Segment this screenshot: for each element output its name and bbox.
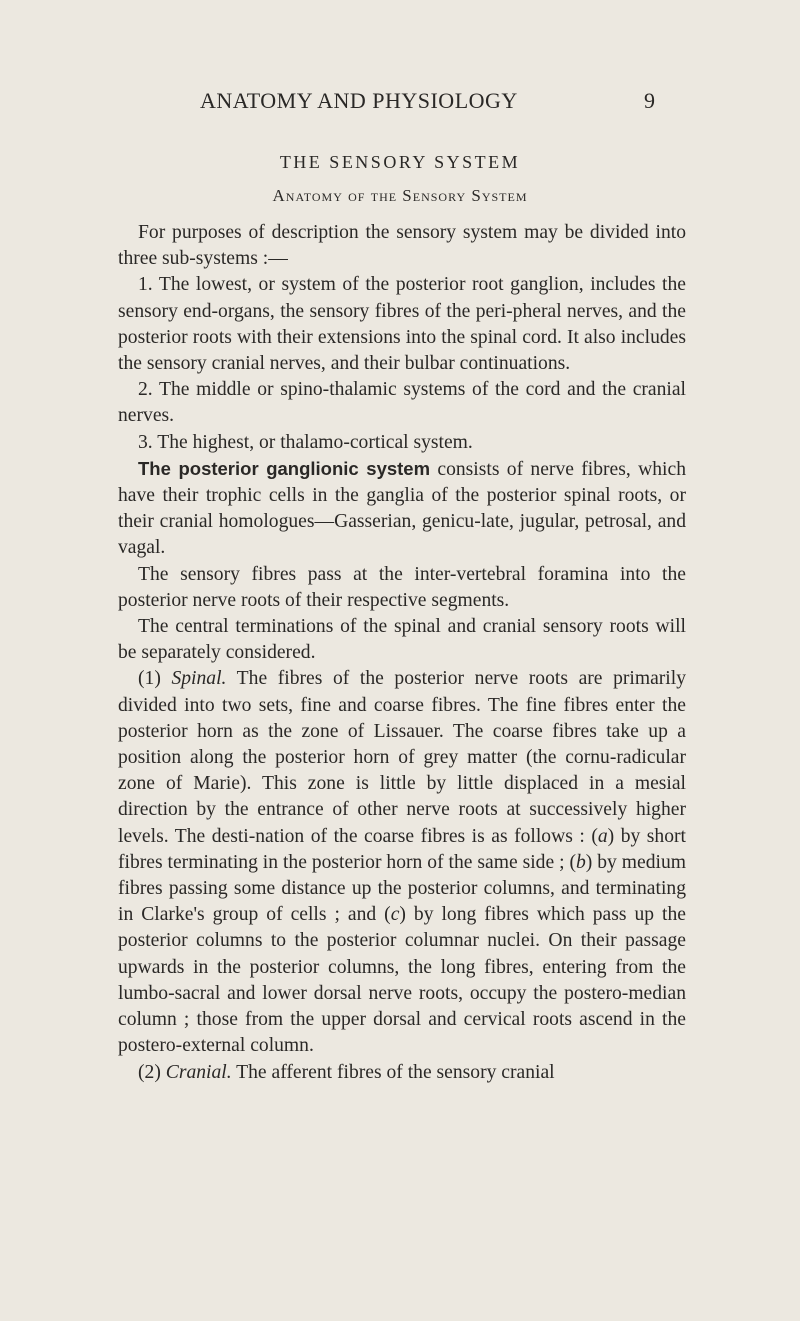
ganglionic-system-term: The posterior ganglionic system — [138, 457, 431, 479]
spinal-text-d: ) by long fibres which pass up the posterior columns to the posterior columnar nuclei. On their passage upwards in the posterior columns, the long fibres, entering from the lumbo-sacral and lower dorsal nerve roots, occupy the postero-median column ; those from the upper dorsal and cervical roots ascend in the postero-external column. — [118, 904, 686, 1057]
spinal-text-b: ) by short fibres terminating in the posterior horn of the same side ; ( — [118, 825, 686, 873]
paragraph-central-terminations: The central terminations of the spinal and cranial sensory roots will be separately considered. — [118, 616, 686, 664]
spinal-letter-c: c — [390, 904, 400, 926]
cranial-number: (2) — [138, 1061, 166, 1083]
paragraph-spinal — [118, 666, 686, 1059]
section-title: THE SENSORY SYSTEM — [279, 152, 521, 172]
page-number: 9 — [644, 88, 655, 113]
paragraph-item-2: 2. The middle or spino-thalamic systems of the cord and the cranial nerves. — [118, 379, 686, 427]
paragraph-intro: For purposes of description the sensory system may be divided into three sub-systems :— — [118, 222, 686, 270]
section-subtitle: Anatomy of the Sensory System — [272, 186, 528, 205]
spinal-letter-b: b — [575, 851, 586, 873]
spinal-heading: Spinal. — [171, 668, 227, 690]
spinal-letter-a: a — [597, 825, 608, 847]
ganglionic-system-text: consists of nerve fibres, which have their trophic cells in the ganglia of the posterior spinal roots, or their cranial homologues—Gasserian, genicu-late, jugular, petrosal, and vagal. — [118, 458, 686, 559]
cranial-text: The afferent fibres of the sensory cranial — [231, 1061, 555, 1083]
paragraph-cranial — [118, 1060, 686, 1086]
spinal-text-a: The fibres of the posterior nerve roots are primarily divided into two sets, fine and coarse fibres. The fine fibres enter the posterior horn as the zone of Lissauer. The coarse fibres take up a position along the posterior horn of grey matter (the cornu-radicular zone of Marie). This zone is little by little displaced in a mesial direction by the entrance of other nerve roots at successively higher levels. The desti-nation of the coarse fibres is as follows : ( — [118, 668, 686, 847]
cranial-heading: Cranial. — [165, 1061, 232, 1083]
paragraph-item-1: 1. The lowest, or system of the posterior root ganglion, includes the sensory end-organs, the sensory fibres of the peri-pheral nerves, and the posterior roots with their extensions into the spinal cord. It also includes the sensory cranial nerves, and their bulbar continuations. — [118, 274, 686, 375]
spinal-number: (1) — [138, 668, 172, 690]
running-title: ANATOMY AND PHYSIOLOGY — [200, 88, 518, 113]
spinal-text-c: ) by medium fibres passing some distance up the posterior columns, and terminating in Clarke's group of cells ; and ( — [118, 851, 686, 926]
running-head — [0, 88, 800, 118]
body-text — [118, 220, 686, 1086]
paragraph-item-3: 3. The highest, or thalamo-cortical system. — [138, 431, 473, 453]
paragraph-ganglionic-system — [118, 456, 686, 562]
paragraph-foramina: The sensory fibres pass at the inter-vertebral foramina into the posterior nerve roots of their respective segments. — [118, 563, 686, 611]
